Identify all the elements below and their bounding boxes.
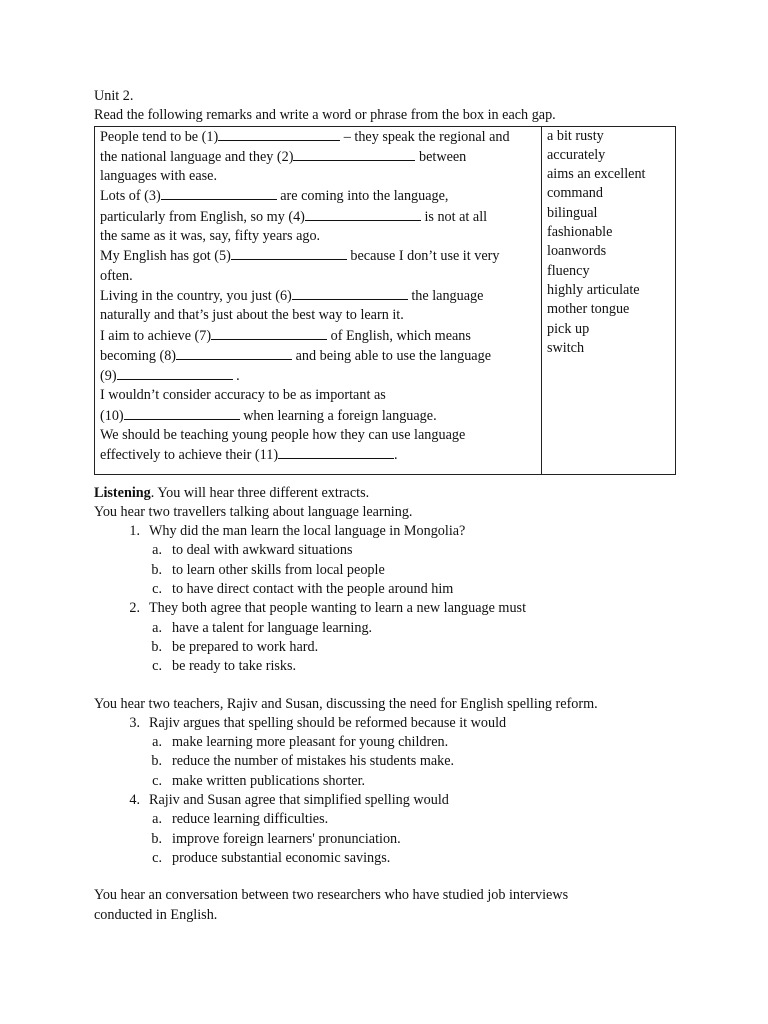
remark-text: the language	[407, 287, 484, 304]
word-box-item: aims an excellent	[547, 166, 646, 183]
answer-option	[94, 657, 694, 676]
remark-line	[100, 445, 536, 465]
final-extract-intro	[94, 886, 694, 925]
answer-option	[94, 580, 694, 599]
word-box-item: fluency	[547, 262, 590, 279]
exercise-table	[94, 126, 676, 475]
answer-gap[interactable]	[218, 127, 340, 141]
answer-option	[94, 541, 694, 560]
remark-text: becoming (8)	[100, 347, 177, 364]
option-text: be prepared to work hard.	[172, 638, 319, 655]
remark-line	[100, 386, 536, 405]
remark-text: (10)	[100, 407, 124, 424]
remark-text: .	[394, 447, 398, 464]
option-text: reduce learning difficulties.	[172, 811, 329, 828]
option-text: produce substantial economic savings.	[172, 849, 391, 866]
question-text: They both agree that people wanting to learn a new language must	[149, 600, 527, 617]
answer-gap[interactable]	[292, 286, 408, 300]
answer-gap[interactable]	[161, 186, 277, 200]
word-box-item: loanwords	[547, 243, 607, 260]
remark-line	[100, 286, 536, 306]
remark-line	[100, 186, 536, 206]
option-letter: a.	[152, 542, 162, 559]
remark-text: and being able to use the language	[292, 347, 491, 364]
remark-line	[100, 227, 536, 246]
extract-intro: You hear two travellers talking about language learning.	[94, 503, 413, 520]
option-text: reduce the number of mistakes his students make.	[172, 753, 455, 770]
remark-line	[100, 147, 536, 167]
remark-text: People tend to be (1)	[100, 128, 219, 145]
answer-option	[94, 733, 694, 752]
answer-gap[interactable]	[231, 246, 347, 260]
question-number: 2.	[129, 600, 140, 617]
remark-text: of English, which means	[327, 327, 471, 344]
question	[94, 714, 694, 733]
option-text: to deal with awkward situations	[172, 542, 353, 559]
remark-text: particularly from English, so my (4)	[100, 208, 305, 225]
document-page	[94, 87, 694, 925]
option-letter: b.	[151, 638, 162, 655]
answer-option	[94, 561, 694, 580]
remark-text: – they speak the regional and	[340, 128, 510, 145]
remark-line	[100, 326, 536, 346]
question	[94, 599, 694, 618]
remark-text: often.	[100, 267, 133, 284]
unit-heading: Unit 2.	[94, 88, 134, 104]
option-text: make learning more pleasant for young children.	[172, 734, 449, 751]
answer-option	[94, 752, 694, 771]
option-text: improve foreign learners' pronunciation.	[172, 830, 401, 847]
remark-text: are coming into the language,	[276, 188, 449, 205]
answer-gap[interactable]	[278, 445, 394, 459]
remark-text: the same as it was, say, fifty years ago.	[100, 228, 321, 245]
answer-gap[interactable]	[293, 147, 415, 161]
word-box-item: highly articulate	[547, 281, 640, 298]
question-number: 3.	[129, 714, 140, 731]
word-box-item: mother tongue	[547, 301, 630, 318]
remark-line	[100, 267, 536, 286]
answer-gap[interactable]	[124, 406, 240, 420]
option-letter: c.	[152, 581, 162, 598]
remark-text: languages with ease.	[100, 168, 218, 185]
word-box-item: bilingual	[547, 204, 598, 221]
listening-title: Listening	[94, 484, 151, 501]
answer-gap[interactable]	[117, 366, 233, 380]
option-letter: b.	[151, 561, 162, 578]
instruction-text: Read the following remarks and write a word or phrase from the box in each gap.	[94, 107, 556, 124]
option-text: have a talent for language learning.	[172, 619, 373, 636]
answer-gap[interactable]	[176, 346, 292, 360]
final-intro-line: conducted in English.	[94, 906, 218, 923]
remark-text: I aim to achieve (7)	[100, 327, 212, 344]
question-number: 1.	[129, 523, 140, 540]
word-box-item: accurately	[547, 146, 606, 163]
remark-text: Lots of (3)	[100, 188, 161, 205]
answer-option	[94, 619, 694, 638]
remark-line	[100, 246, 536, 266]
answer-option	[94, 638, 694, 657]
option-text: be ready to take risks.	[172, 658, 297, 675]
word-box-item: pick up	[547, 320, 590, 337]
option-letter: b.	[151, 830, 162, 847]
remark-line	[100, 207, 536, 227]
extract-intro: You hear two teachers, Rajiv and Susan, discussing the need for English spelling reform.	[94, 695, 598, 712]
remark-text: Living in the country, you just (6)	[100, 287, 292, 304]
answer-gap[interactable]	[305, 207, 421, 221]
spacer	[94, 677, 694, 695]
remarks-cell	[95, 126, 542, 474]
final-intro-line: You hear an conversation between two researchers who have studied job interviews	[94, 887, 569, 904]
remark-text: We should be teaching young people how they can use language	[100, 427, 466, 444]
option-text: make written publications shorter.	[172, 772, 366, 789]
remark-text: when learning a foreign language.	[239, 407, 437, 424]
question	[94, 791, 694, 810]
option-letter: b.	[151, 753, 162, 770]
option-text: to learn other skills from local people	[172, 561, 385, 578]
option-letter: a.	[152, 619, 162, 636]
remark-text: between	[415, 148, 467, 165]
listening-heading	[94, 484, 694, 503]
question-text: Rajiv argues that spelling should be reformed because it would	[149, 714, 507, 731]
remark-line	[100, 167, 536, 186]
remark-text: I wouldn’t consider accuracy to be as important as	[100, 387, 386, 404]
question-text: Why did the man learn the local language in Mongolia?	[149, 523, 466, 540]
option-letter: c.	[152, 849, 162, 866]
answer-option	[94, 810, 694, 829]
question-text: Rajiv and Susan agree that simplified spelling would	[149, 792, 449, 809]
option-text: to have direct contact with the people around him	[172, 581, 454, 598]
remark-line	[100, 127, 536, 147]
question	[94, 522, 694, 541]
remark-line	[100, 306, 536, 325]
answer-option	[94, 849, 694, 868]
answer-gap[interactable]	[211, 326, 327, 340]
remark-line	[100, 406, 536, 426]
word-box-item: command	[547, 185, 603, 202]
word-box-item: fashionable	[547, 224, 613, 241]
question-number: 4.	[129, 792, 140, 809]
remark-text: the national language and they (2)	[100, 148, 294, 165]
remark-line	[100, 346, 536, 366]
remark-text: naturally and that’s just about the best way to learn it.	[100, 307, 404, 324]
answer-option	[94, 830, 694, 849]
remark-text: is not at all	[420, 208, 488, 225]
word-box-cell	[542, 126, 676, 474]
option-letter: a.	[152, 811, 162, 828]
listening-intro: . You will hear three different extracts.	[150, 484, 370, 501]
remark-line	[100, 426, 536, 445]
answer-option	[94, 772, 694, 791]
option-letter: c.	[152, 658, 162, 675]
remark-text: .	[232, 368, 240, 385]
remark-text: effectively to achieve their (11)	[100, 447, 279, 464]
remark-line	[100, 366, 536, 386]
word-box-item: switch	[547, 339, 585, 356]
remark-text: because I don’t use it very	[346, 248, 500, 265]
remark-text: (9)	[100, 368, 117, 385]
word-box-item: a bit rusty	[547, 127, 604, 144]
listening-extracts	[94, 503, 694, 868]
remark-text: My English has got (5)	[100, 248, 231, 265]
option-letter: c.	[152, 772, 162, 789]
option-letter: a.	[152, 734, 162, 751]
